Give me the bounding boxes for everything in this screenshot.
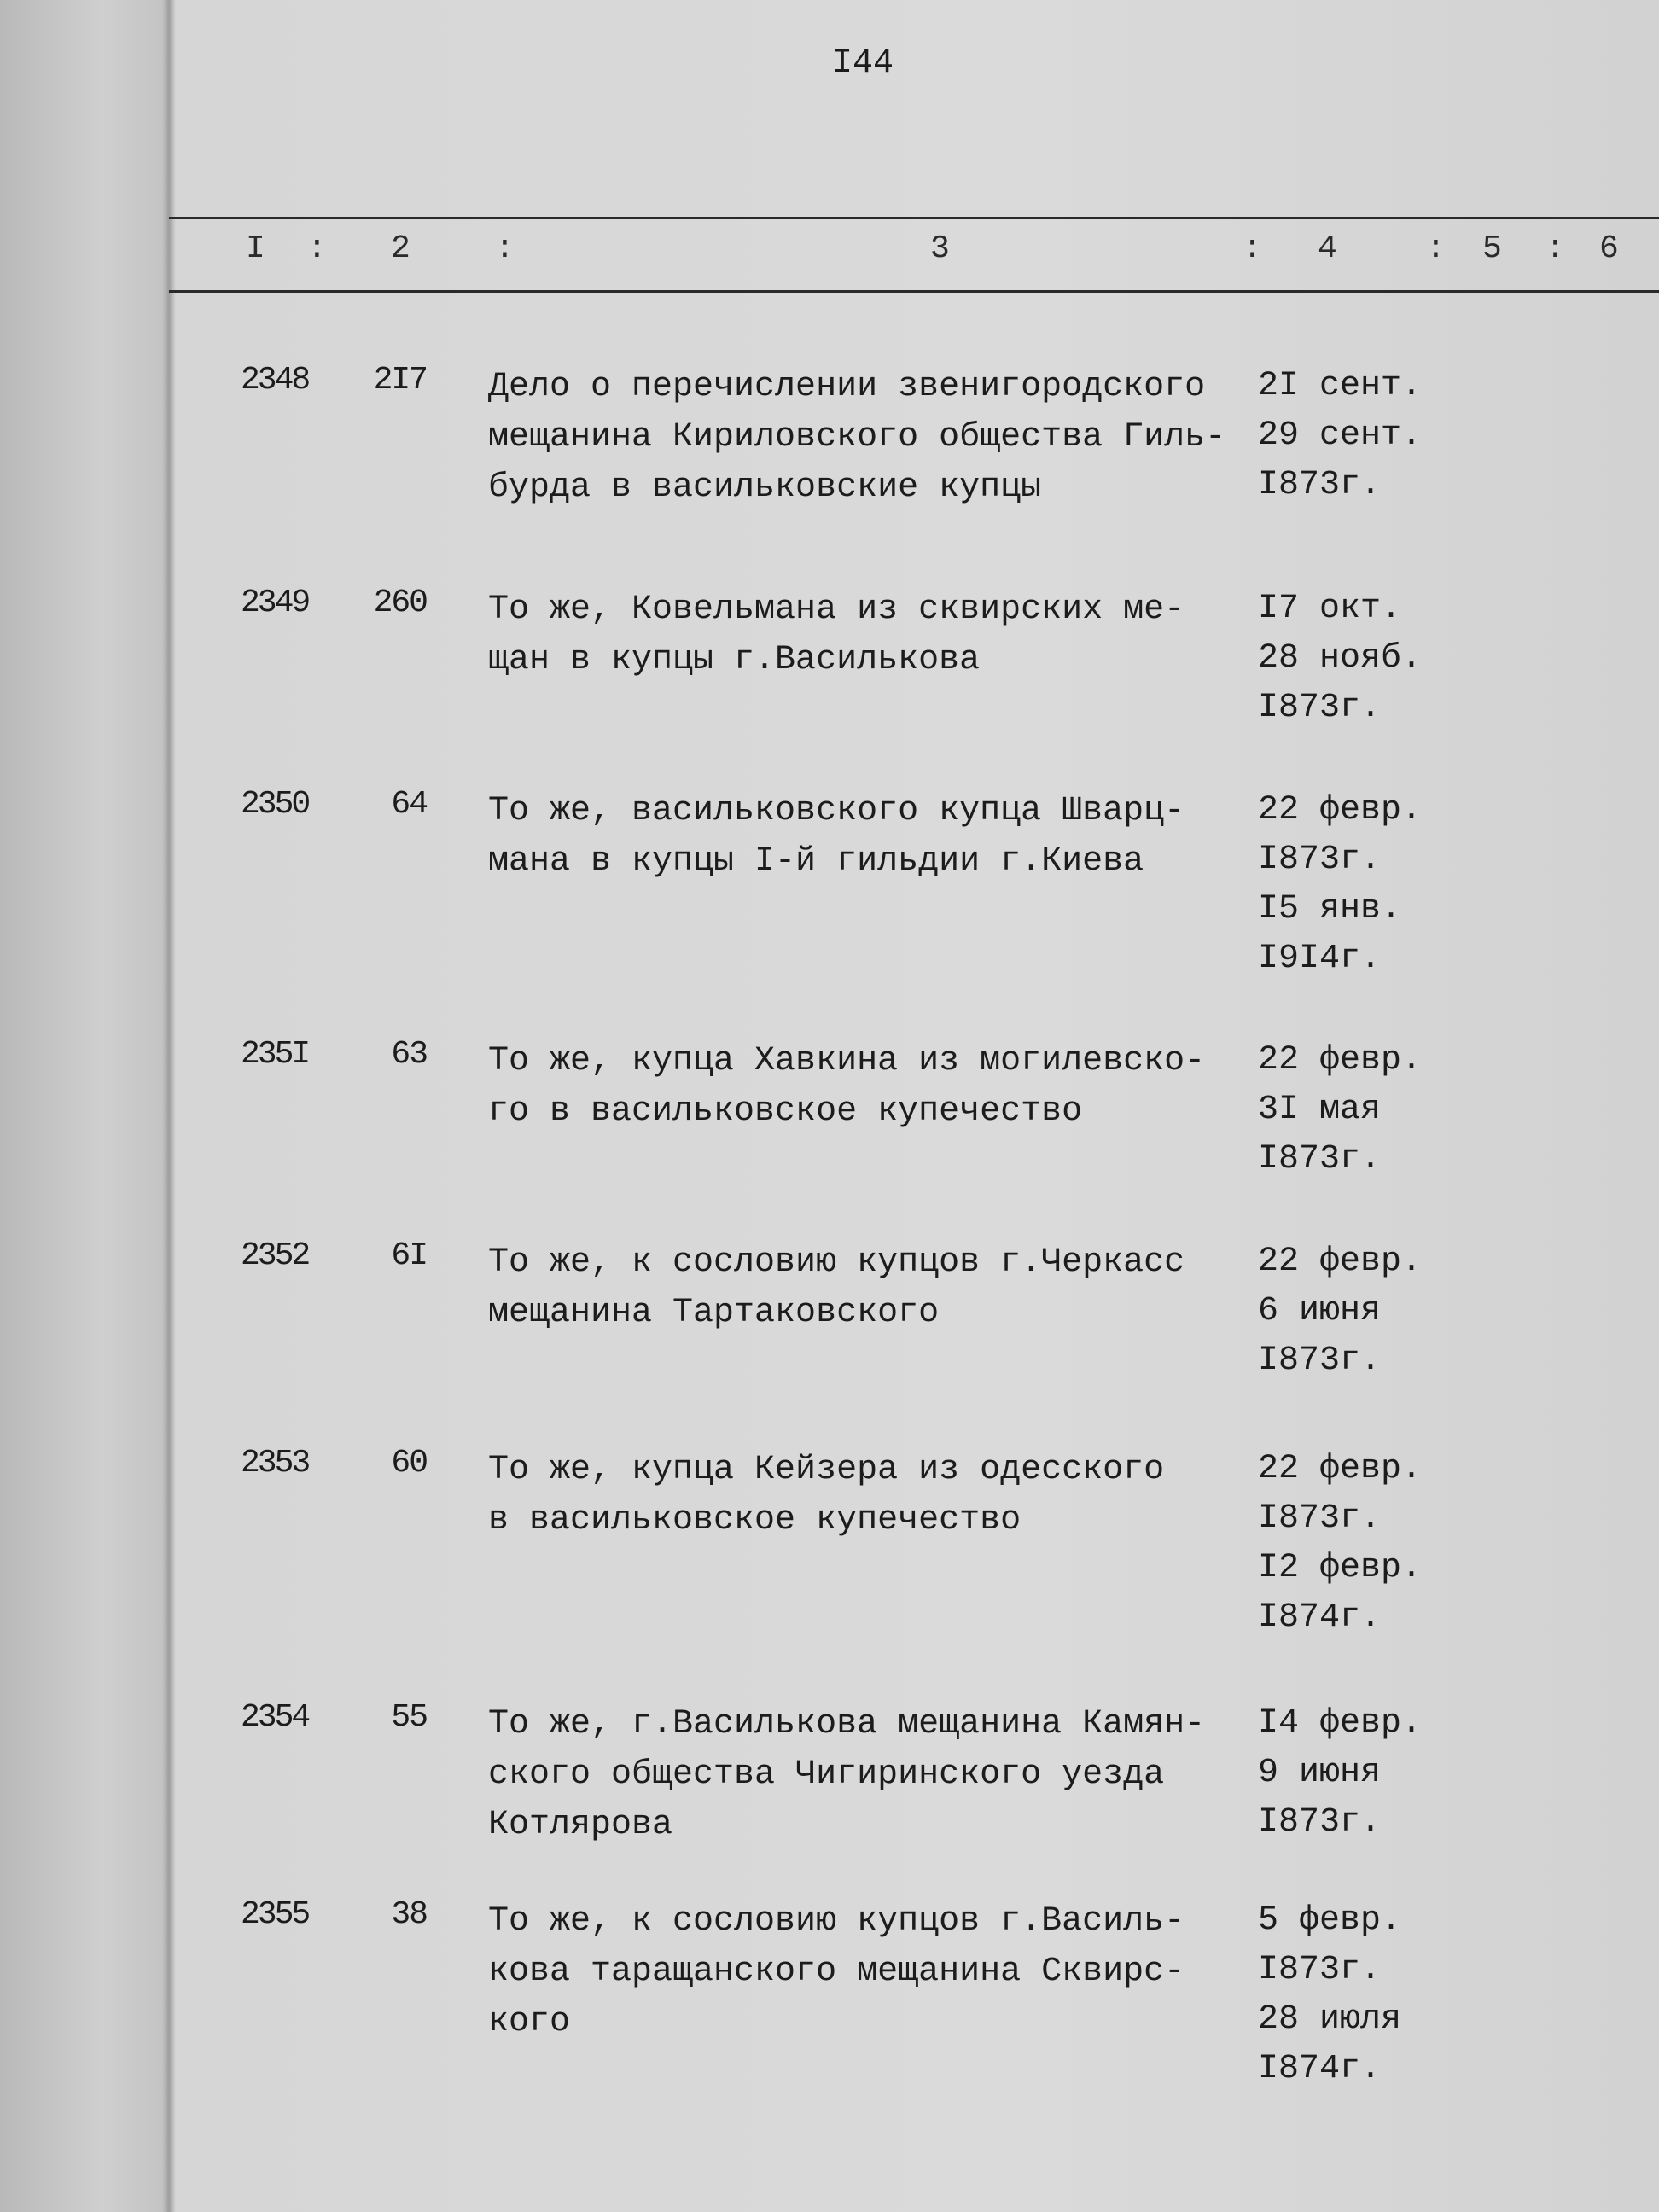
description-line: мещанина Кириловского общества Гиль- <box>488 418 1226 457</box>
date-line: 22 февр. <box>1258 791 1423 830</box>
case-dates <box>1258 1896 1401 2094</box>
case-description <box>488 362 1225 513</box>
description-line: кого <box>488 2003 571 2041</box>
date-line: I873г. <box>1258 1342 1382 1380</box>
date-line: 22 февр. <box>1258 1450 1423 1488</box>
date-line: I873г. <box>1258 466 1382 504</box>
case-dates <box>1258 362 1422 510</box>
col-separator: : <box>1243 230 1262 267</box>
description-line: Котлярова <box>488 1806 673 1844</box>
case-description <box>488 1896 1185 2047</box>
date-line: I873г. <box>1258 1499 1382 1538</box>
case-description <box>488 585 1185 685</box>
case-dates <box>1258 1699 1422 1848</box>
col-header-6: 6 <box>1599 230 1619 267</box>
sheet-number: 63 <box>391 1036 427 1073</box>
description-line: То же, купца Хавкина из могилевско- <box>488 1042 1206 1080</box>
description-line: мана в купцы I-й гильдии г.Киева <box>488 842 1144 881</box>
case-dates <box>1258 786 1422 984</box>
description-line: бурда в васильковские купцы <box>488 469 1042 507</box>
date-line: I874г. <box>1258 2050 1382 2088</box>
case-description <box>488 1036 1205 1137</box>
description-line: То же, к сословию купцов г.Черкасс <box>488 1243 1185 1282</box>
date-line: 28 июля <box>1258 2000 1402 2039</box>
case-number: 2354 <box>241 1699 309 1736</box>
date-line: I7 окт. <box>1258 590 1402 628</box>
sheet-number: 2I7 <box>373 362 427 399</box>
description-line: го в васильковское купечество <box>488 1092 1083 1131</box>
case-number: 2350 <box>241 786 309 823</box>
col-header-2: 2 <box>391 230 410 267</box>
col-header-5: 5 <box>1482 230 1502 267</box>
description-line: щан в купцы г.Василькова <box>488 641 981 679</box>
col-separator: : <box>1545 230 1565 267</box>
col-header-1: I <box>246 230 265 267</box>
case-description <box>488 1237 1185 1338</box>
sheet-number: 55 <box>391 1699 427 1736</box>
date-line: I873г. <box>1258 1140 1382 1179</box>
case-number: 2352 <box>241 1237 309 1274</box>
col-header-4: 4 <box>1318 230 1337 267</box>
case-number: 2353 <box>241 1445 309 1481</box>
description-line: кова таращанского мещанина Сквирс- <box>488 1953 1185 1991</box>
sheet-number: 64 <box>391 786 427 823</box>
description-line: То же, г.Василькова мещанина Камян- <box>488 1705 1206 1743</box>
description-line: мещанина Тартаковского <box>488 1294 940 1332</box>
date-line: I2 февр. <box>1258 1549 1423 1587</box>
sheet-number: 38 <box>391 1896 427 1933</box>
description-line: в васильковское купечество <box>488 1501 1022 1540</box>
date-line: I5 янв. <box>1258 890 1402 928</box>
description-line: То же, васильковского купца Шварц- <box>488 792 1185 830</box>
description-line: То же, купца Кейзера из одесского <box>488 1451 1165 1489</box>
col-separator: : <box>495 230 515 267</box>
case-description <box>488 1699 1205 1850</box>
case-dates <box>1258 1036 1422 1185</box>
case-dates <box>1258 585 1422 733</box>
date-line: 22 февр. <box>1258 1041 1423 1080</box>
case-dates <box>1258 1237 1422 1386</box>
date-line: 2I сент. <box>1258 367 1423 405</box>
date-line: 6 июня <box>1258 1292 1382 1330</box>
col-header-3: 3 <box>930 230 950 267</box>
case-number: 2348 <box>241 362 309 399</box>
date-line: I9I4г. <box>1258 940 1382 978</box>
case-description <box>488 786 1185 887</box>
case-number: 2349 <box>241 585 309 621</box>
case-number: 235I <box>241 1036 309 1073</box>
date-line: I873г. <box>1258 841 1382 879</box>
sheet-number: 60 <box>391 1445 427 1481</box>
case-dates <box>1258 1445 1422 1643</box>
description-line: ского общества Чигиринского уезда <box>488 1755 1165 1794</box>
description-line: То же, Ковельмана из сквирских ме- <box>488 591 1185 629</box>
col-separator: : <box>1426 230 1446 267</box>
date-line: I873г. <box>1258 689 1382 727</box>
header-bottom-rule <box>169 290 1659 293</box>
date-line: 22 февр. <box>1258 1243 1423 1281</box>
description-line: Дело о перечислении звенигородского <box>488 368 1206 406</box>
case-description <box>488 1445 1164 1545</box>
page-number: I44 <box>832 44 894 83</box>
case-number: 2355 <box>241 1896 309 1933</box>
date-line: I873г. <box>1258 1951 1382 1989</box>
description-line: То же, к сословию купцов г.Василь- <box>488 1902 1185 1941</box>
date-line: 5 февр. <box>1258 1901 1402 1940</box>
date-line: 28 нояб. <box>1258 639 1423 678</box>
date-line: 3I мая <box>1258 1091 1382 1129</box>
date-line: I873г. <box>1258 1803 1382 1842</box>
col-separator: : <box>307 230 327 267</box>
sheet-number: 6I <box>391 1237 427 1274</box>
date-line: 9 июня <box>1258 1754 1382 1792</box>
date-line: 29 сент. <box>1258 416 1423 455</box>
sheet-number: 260 <box>373 585 427 621</box>
date-line: I874г. <box>1258 1598 1382 1637</box>
header-top-rule <box>169 217 1659 219</box>
date-line: I4 февр. <box>1258 1704 1423 1743</box>
